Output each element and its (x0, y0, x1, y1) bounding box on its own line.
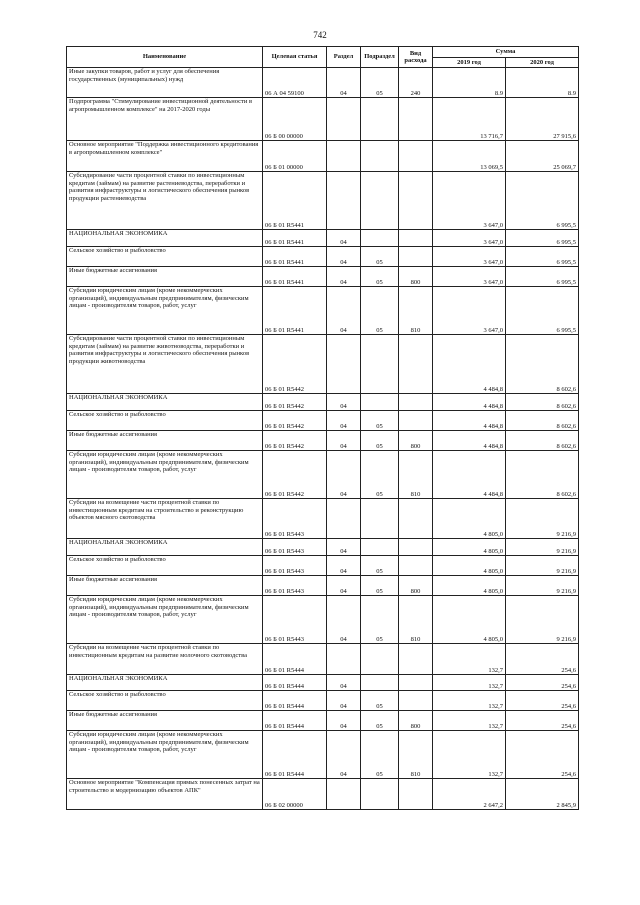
row-sum-2020: 6 995,5 (506, 267, 579, 287)
row-target: 06 Б 01 R5442 (263, 394, 327, 411)
row-target: 06 Б 01 R5444 (263, 675, 327, 691)
row-subsection (361, 172, 399, 230)
row-sum-2020: 25 069,7 (506, 141, 579, 172)
row-section (327, 98, 361, 141)
row-name: Субсидии на возмещение части процентной ставки по инвестиционным кредитам на строительство и реконструкцию объектов мясного скотоводства (67, 499, 263, 539)
row-name: НАЦИОНАЛЬНАЯ ЭКОНОМИКА (67, 675, 263, 691)
budget-table (66, 46, 579, 810)
row-name: Основное мероприятие "Поддержка инвестиционного кредитования в агропромышленном комплексе" (67, 141, 263, 172)
table-row (67, 451, 579, 499)
row-expense-type (399, 691, 433, 711)
row-section: 04 (327, 711, 361, 731)
row-name: Сельское хозяйство и рыболовство (67, 411, 263, 431)
row-subsection: 05 (361, 576, 399, 596)
row-expense-type (399, 499, 433, 539)
header-name: Наименование (67, 47, 263, 68)
row-target: 06 Б 01 R5443 (263, 499, 327, 539)
row-sum-2020: 6 995,5 (506, 172, 579, 230)
row-expense-type: 810 (399, 596, 433, 644)
row-sum-2020: 254,6 (506, 711, 579, 731)
row-sum-2019: 3 647,0 (433, 247, 506, 267)
row-sum-2019: 3 647,0 (433, 172, 506, 230)
header-section: Раздел (327, 47, 361, 68)
row-expense-type (399, 779, 433, 810)
row-expense-type: 810 (399, 731, 433, 779)
row-section: 04 (327, 267, 361, 287)
table-row (67, 287, 579, 335)
row-section: 04 (327, 556, 361, 576)
table-row (67, 644, 579, 675)
row-section: 04 (327, 411, 361, 431)
row-sum-2019: 4 805,0 (433, 576, 506, 596)
row-sum-2020: 9 216,9 (506, 539, 579, 556)
row-subsection: 05 (361, 556, 399, 576)
row-expense-type (399, 675, 433, 691)
row-name: Субсидии юридическим лицам (кроме некоммерческих организаций), индивидуальным предпринимателям, физическим лицам - производителям товаров, работ, услуг (67, 451, 263, 499)
row-sum-2020: 8.9 (506, 68, 579, 98)
row-expense-type (399, 394, 433, 411)
row-name: Иные бюджетные ассигнования (67, 267, 263, 287)
row-sum-2020: 8 602,6 (506, 394, 579, 411)
row-name: Субсидии юридическим лицам (кроме некоммерческих организаций), индивидуальным предпринимателям, физическим лицам - производителям товаров, работ, услуг (67, 596, 263, 644)
row-expense-type: 800 (399, 576, 433, 596)
row-sum-2020: 27 915,6 (506, 98, 579, 141)
row-section: 04 (327, 675, 361, 691)
row-subsection: 05 (361, 691, 399, 711)
table-row (67, 556, 579, 576)
row-sum-2019: 4 805,0 (433, 556, 506, 576)
row-target: 06 Б 01 R5443 (263, 576, 327, 596)
row-subsection (361, 539, 399, 556)
header-expense-type: Вид расхода (399, 47, 433, 68)
row-section: 04 (327, 247, 361, 267)
row-expense-type: 800 (399, 711, 433, 731)
row-sum-2019: 4 484,8 (433, 431, 506, 451)
row-subsection: 05 (361, 267, 399, 287)
header-year-2019: 2019 год (433, 58, 506, 68)
row-sum-2020: 9 216,9 (506, 576, 579, 596)
row-sum-2019: 13 069,5 (433, 141, 506, 172)
row-subsection (361, 335, 399, 394)
row-subsection (361, 230, 399, 247)
row-target: 06 Б 01 R5443 (263, 556, 327, 576)
row-section: 04 (327, 596, 361, 644)
row-sum-2019: 132,7 (433, 691, 506, 711)
row-name: НАЦИОНАЛЬНАЯ ЭКОНОМИКА (67, 230, 263, 247)
table-row (67, 68, 579, 98)
row-subsection (361, 394, 399, 411)
row-name: Иные бюджетные ассигнования (67, 431, 263, 451)
row-expense-type: 800 (399, 431, 433, 451)
row-target: 06 Б 01 R5441 (263, 230, 327, 247)
row-sum-2020: 8 602,6 (506, 411, 579, 431)
row-sum-2020: 8 602,6 (506, 335, 579, 394)
row-section (327, 172, 361, 230)
table-body (67, 68, 579, 810)
row-sum-2020: 8 602,6 (506, 431, 579, 451)
row-sum-2020: 254,6 (506, 691, 579, 711)
row-expense-type (399, 644, 433, 675)
table-row (67, 411, 579, 431)
header-year-2020: 2020 год (506, 58, 579, 68)
row-target: 06 Б 01 00000 (263, 141, 327, 172)
row-sum-2020: 254,6 (506, 644, 579, 675)
table-row (67, 98, 579, 141)
table-row (67, 576, 579, 596)
row-section: 04 (327, 731, 361, 779)
row-expense-type (399, 411, 433, 431)
row-sum-2020: 254,6 (506, 675, 579, 691)
header-target: Целевая статья (263, 47, 327, 68)
table-row (67, 691, 579, 711)
header-sum: Сумма (433, 47, 579, 58)
row-name: Субсидирование части процентной ставки по инвестиционным кредитам (займам) на развитие животноводства, переработки и развития инфраструктуры и логистического обеспечения рынков продукции животноводства (67, 335, 263, 394)
row-expense-type (399, 141, 433, 172)
row-sum-2019: 2 647,2 (433, 779, 506, 810)
row-target: 06 Б 01 R5444 (263, 731, 327, 779)
table-row (67, 267, 579, 287)
page-number: 742 (313, 30, 327, 40)
row-subsection: 05 (361, 287, 399, 335)
row-sum-2019: 132,7 (433, 644, 506, 675)
table-row (67, 335, 579, 394)
table-row (67, 499, 579, 539)
row-target: 06 Б 01 R5442 (263, 411, 327, 431)
row-sum-2019: 4 484,8 (433, 451, 506, 499)
row-sum-2019: 132,7 (433, 731, 506, 779)
row-name: Субсидии на возмещение части процентной ставки по инвестиционным кредитам на развитие молочного скотоводства (67, 644, 263, 675)
row-name: Иные закупки товаров, работ и услуг для обеспечения государственных (муниципальных) нужд (67, 68, 263, 98)
row-expense-type (399, 335, 433, 394)
row-expense-type (399, 247, 433, 267)
row-target: 06 Б 01 R5444 (263, 691, 327, 711)
row-subsection (361, 98, 399, 141)
row-name: Субсидирование части процентной ставки по инвестиционным кредитам (займам) на развитие растениеводства, переработки и развития инфраструктуры и логистического обеспечения рынков продукции растениеводства (67, 172, 263, 230)
row-target: 06 Б 01 R5443 (263, 539, 327, 556)
row-sum-2020: 8 602,6 (506, 451, 579, 499)
row-sum-2019: 4 484,8 (433, 411, 506, 431)
row-section: 04 (327, 539, 361, 556)
row-subsection: 05 (361, 711, 399, 731)
row-name: Подпрограмма "Стимулирование инвестиционной деятельности в агропромышленном комплексе" на 2017-2020 годы (67, 98, 263, 141)
row-section (327, 335, 361, 394)
row-target: 06 Б 01 R5442 (263, 431, 327, 451)
row-name: НАЦИОНАЛЬНАЯ ЭКОНОМИКА (67, 539, 263, 556)
row-name: Сельское хозяйство и рыболовство (67, 556, 263, 576)
row-name: Иные бюджетные ассигнования (67, 576, 263, 596)
row-sum-2019: 8.9 (433, 68, 506, 98)
row-sum-2019: 4 484,8 (433, 335, 506, 394)
row-target: 06 Б 01 R5441 (263, 247, 327, 267)
row-subsection: 05 (361, 596, 399, 644)
row-expense-type: 810 (399, 287, 433, 335)
row-target: 06 Б 01 R5444 (263, 711, 327, 731)
table-row (67, 731, 579, 779)
row-expense-type: 240 (399, 68, 433, 98)
row-expense-type (399, 98, 433, 141)
row-section (327, 499, 361, 539)
row-sum-2020: 9 216,9 (506, 556, 579, 576)
row-section: 04 (327, 576, 361, 596)
row-expense-type (399, 230, 433, 247)
row-section: 04 (327, 68, 361, 98)
row-sum-2020: 6 995,5 (506, 247, 579, 267)
row-subsection: 05 (361, 247, 399, 267)
row-expense-type (399, 172, 433, 230)
row-name: Субсидии юридическим лицам (кроме некоммерческих организаций), индивидуальным предпринимателям, физическим лицам - производителям товаров, работ, услуг (67, 287, 263, 335)
row-target: 06 Б 01 R5441 (263, 172, 327, 230)
row-sum-2020: 9 216,9 (506, 499, 579, 539)
table-row (67, 539, 579, 556)
row-section: 04 (327, 431, 361, 451)
row-sum-2020: 6 995,5 (506, 230, 579, 247)
row-subsection: 05 (361, 431, 399, 451)
header-subsection: Подраздел (361, 47, 399, 68)
table-row (67, 230, 579, 247)
row-section (327, 141, 361, 172)
row-name: Иные бюджетные ассигнования (67, 711, 263, 731)
row-sum-2019: 4 805,0 (433, 539, 506, 556)
table-row (67, 596, 579, 644)
row-expense-type: 810 (399, 451, 433, 499)
row-sum-2020: 6 995,5 (506, 287, 579, 335)
row-section: 04 (327, 394, 361, 411)
row-target: 06 Б 01 R5442 (263, 451, 327, 499)
row-section: 04 (327, 451, 361, 499)
row-section: 04 (327, 691, 361, 711)
row-sum-2019: 3 647,0 (433, 287, 506, 335)
table-row (67, 711, 579, 731)
row-sum-2019: 132,7 (433, 711, 506, 731)
row-target: 06 Б 01 R5444 (263, 644, 327, 675)
row-name: Сельское хозяйство и рыболовство (67, 691, 263, 711)
row-target: 06 Б 01 R5442 (263, 335, 327, 394)
row-section (327, 644, 361, 675)
row-subsection: 05 (361, 68, 399, 98)
row-sum-2019: 4 805,0 (433, 499, 506, 539)
row-subsection: 05 (361, 451, 399, 499)
row-subsection (361, 499, 399, 539)
row-subsection: 05 (361, 731, 399, 779)
row-sum-2019: 4 484,8 (433, 394, 506, 411)
row-name: НАЦИОНАЛЬНАЯ ЭКОНОМИКА (67, 394, 263, 411)
row-sum-2019: 3 647,0 (433, 267, 506, 287)
row-name: Сельское хозяйство и рыболовство (67, 247, 263, 267)
table-row (67, 172, 579, 230)
row-name: Основное мероприятие "Компенсация прямых понесенных затрат на строительство и модернизацию объектов АПК" (67, 779, 263, 810)
row-target: 06 Б 01 R5441 (263, 267, 327, 287)
row-sum-2020: 254,6 (506, 731, 579, 779)
row-target: 06 А 04 59100 (263, 68, 327, 98)
row-sum-2019: 132,7 (433, 675, 506, 691)
row-target: 06 Б 01 R5441 (263, 287, 327, 335)
row-sum-2020: 9 216,9 (506, 596, 579, 644)
row-subsection (361, 675, 399, 691)
row-expense-type: 800 (399, 267, 433, 287)
row-sum-2020: 2 845,9 (506, 779, 579, 810)
row-subsection: 05 (361, 411, 399, 431)
table-row (67, 394, 579, 411)
table-row (67, 141, 579, 172)
row-expense-type (399, 539, 433, 556)
row-subsection (361, 141, 399, 172)
row-sum-2019: 13 716,7 (433, 98, 506, 141)
row-sum-2019: 3 647,0 (433, 230, 506, 247)
row-section (327, 779, 361, 810)
table-row (67, 431, 579, 451)
table-row (67, 675, 579, 691)
row-subsection (361, 779, 399, 810)
row-target: 06 Б 00 00000 (263, 98, 327, 141)
table-row (67, 247, 579, 267)
row-expense-type (399, 556, 433, 576)
row-section: 04 (327, 230, 361, 247)
row-name: Субсидии юридическим лицам (кроме некоммерческих организаций), индивидуальным предпринимателям, физическим лицам - производителям товаров, работ, услуг (67, 731, 263, 779)
table-header (67, 47, 579, 68)
row-subsection (361, 644, 399, 675)
row-section: 04 (327, 287, 361, 335)
table-row (67, 779, 579, 810)
row-target: 06 Б 02 00000 (263, 779, 327, 810)
row-sum-2019: 4 805,0 (433, 596, 506, 644)
row-target: 06 Б 01 R5443 (263, 596, 327, 644)
